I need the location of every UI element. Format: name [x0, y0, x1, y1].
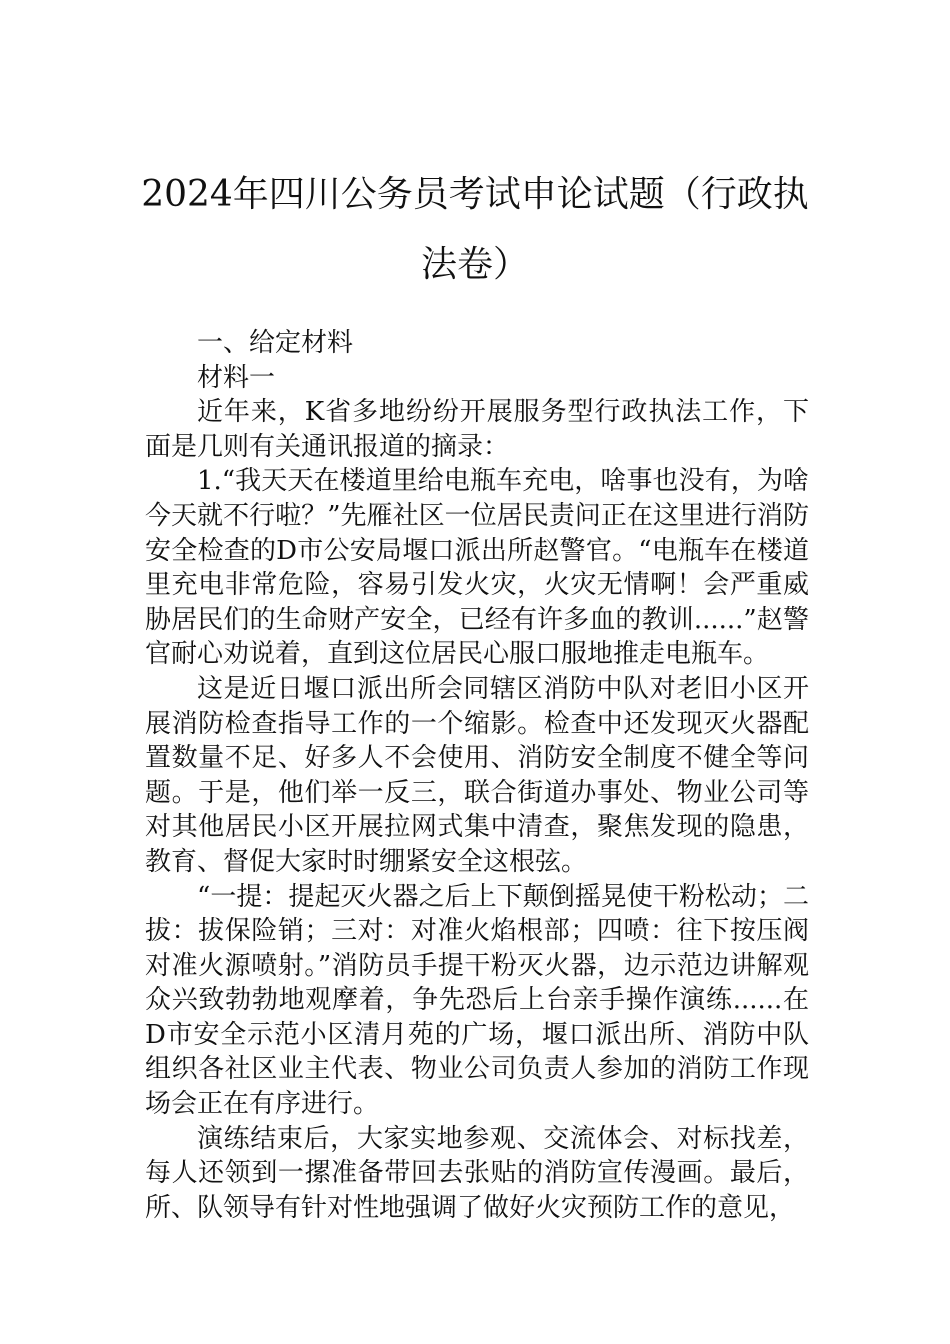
body-paragraph: 演练结束后，大家实地参观、交流体会、对标找差，每人还领到一摞准备带回去张贴的消防宣传漫画。最后，所、队领导有针对性地强调了做好火灾预防工作的意见， — [145, 1123, 809, 1223]
section-heading: 一、给定材料 — [197, 328, 354, 358]
document-title: 2024年四川公务员考试申论试题（行政执法卷） — [141, 174, 809, 285]
body-paragraph: 近年来，K省多地纷纷开展服务型行政执法工作，下面是几则有关通讯报道的摘录： — [145, 397, 809, 462]
body-paragraph: 这是近日堰口派出所会同辖区消防中队对老旧小区开展消防检查指导工作的一个缩影。检查中还发现灭火器配置数量不足、好多人不会使用、消防安全制度不健全等问题。于是，他们举一反三，联合街道办事处、物业公司等对其他居民小区开展拉网式集中清查，聚焦发现的隐患，教育、督促大家时时绷紧安全这根弦。 — [145, 673, 809, 877]
body-paragraph: 1.“我天天在楼道里给电瓶车充电，啥事也没有，为啥今天就不行啦？”先雁社区一位居民责问正在这里进行消防安全检查的D市公安局堰口派出所赵警官。“电瓶车在楼道里充电非常危险，容易引发火灾，火灾无情啊！会严重威胁居民们的生命财产安全，已经有许多血的教训......”赵警官耐心劝说着，直到这位居民心服口服地推走电瓶车。 — [145, 466, 809, 670]
body-paragraph: “一提：提起灭火器之后上下颠倒摇晃使干粉松动；二拔：拔保险销；三对：对准火焰根部；四喷：往下按压阀对准火源喷射。”消防员手提干粉灭火器，边示范边讲解观众兴致勃勃地观摩着，争先恐后上台亲手操作演练......在D市安全示范小区清月苑的广场，堰口派出所、消防中队组织各社区业主代表、物业公司负责人参加的消防工作现场会正在有序进行。 — [145, 881, 809, 1120]
material-heading: 材料一 — [197, 362, 276, 393]
document-body — [145, 326, 809, 1225]
